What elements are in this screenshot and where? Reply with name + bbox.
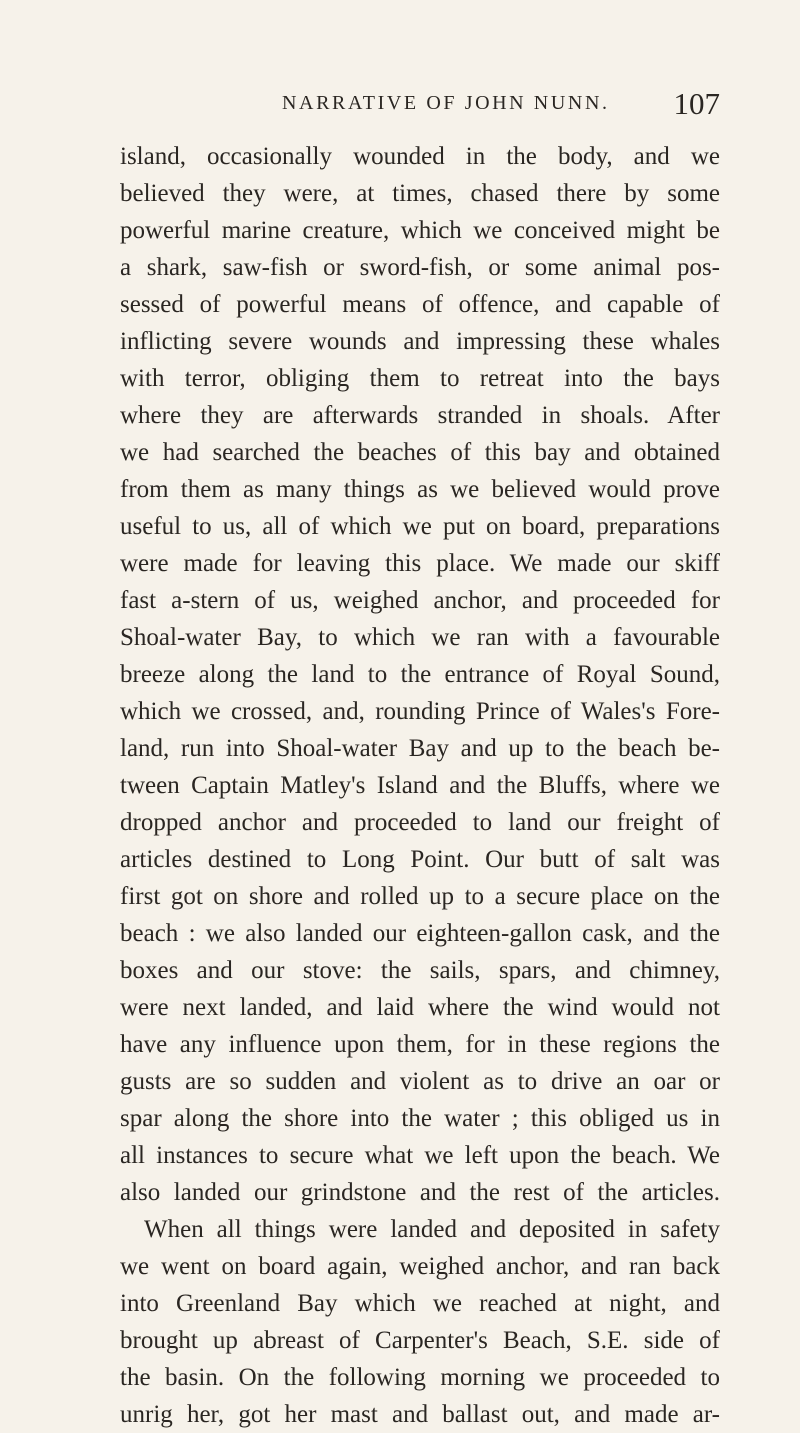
text-line: where they are afterwards stranded in shoals. After <box>120 402 720 429</box>
text-line: all instances to secure what we left upon the beach. We <box>120 1142 720 1169</box>
text-line: land, run into Shoal-water Bay and up to the beach be- <box>120 735 720 762</box>
page-number: 107 <box>673 86 720 121</box>
text-line: the basin. On the following morning we proceeded to <box>120 1364 720 1391</box>
text-line: sessed of powerful means of offence, and capable of <box>120 291 720 318</box>
text-line: we went on board again, weighed anchor, and ran back <box>120 1253 720 1280</box>
running-head <box>120 86 720 122</box>
text-line: into Greenland Bay which we reached at night, and <box>120 1290 720 1317</box>
text-line: unrig her, got her mast and ballast out, and made ar- <box>120 1401 720 1428</box>
text-line: inflicting severe wounds and impressing these whales <box>120 328 720 355</box>
body-text <box>120 138 720 1433</box>
text-line: were made for leaving this place. We made our skiff <box>120 550 720 577</box>
text-line: spar along the shore into the water ; this obliged us in <box>120 1105 720 1132</box>
paragraph-start-line: When all things were landed and deposited in safety <box>144 1216 720 1243</box>
text-line: boxes and our stove: the sails, spars, and chimney, <box>120 957 720 984</box>
text-line: powerful marine creature, which we conceived might be <box>120 217 720 244</box>
text-line: which we crossed, and, rounding Prince of Wales's Fore- <box>120 698 720 725</box>
text-line: were next landed, and laid where the wind would not <box>120 994 720 1021</box>
text-line: believed they were, at times, chased there by some <box>120 180 720 207</box>
text-line: Shoal-water Bay, to which we ran with a favourable <box>120 624 720 651</box>
text-line: we had searched the beaches of this bay and obtained <box>120 439 720 466</box>
text-line: articles destined to Long Point. Our butt of salt was <box>120 846 720 873</box>
text-line: useful to us, all of which we put on board, preparations <box>120 513 720 540</box>
text-line: gusts are so sudden and violent as to drive an oar or <box>120 1068 720 1095</box>
text-line: also landed our grindstone and the rest of the articles. <box>120 1179 720 1206</box>
text-line: fast a-stern of us, weighed anchor, and proceeded for <box>120 587 720 614</box>
text-line: with terror, obliging them to retreat into the bays <box>120 365 720 392</box>
text-line: brought up abreast of Carpenter's Beach, S.E. side of <box>120 1327 720 1354</box>
running-title: NARRATIVE OF JOHN NUNN. <box>282 92 610 114</box>
text-line: have any influence upon them, for in these regions the <box>120 1031 720 1058</box>
text-line: beach : we also landed our eighteen-gallon cask, and the <box>120 920 720 947</box>
text-line: from them as many things as we believed would prove <box>120 476 720 503</box>
text-line: tween Captain Matley's Island and the Bluffs, where we <box>120 772 720 799</box>
text-line: first got on shore and rolled up to a secure place on the <box>120 883 720 910</box>
text-line: a shark, saw-fish or sword-fish, or some animal pos- <box>120 254 720 281</box>
text-line: dropped anchor and proceeded to land our freight of <box>120 809 720 836</box>
text-line: island, occasionally wounded in the body, and we <box>120 143 720 170</box>
text-line: breeze along the land to the entrance of Royal Sound, <box>120 661 720 688</box>
